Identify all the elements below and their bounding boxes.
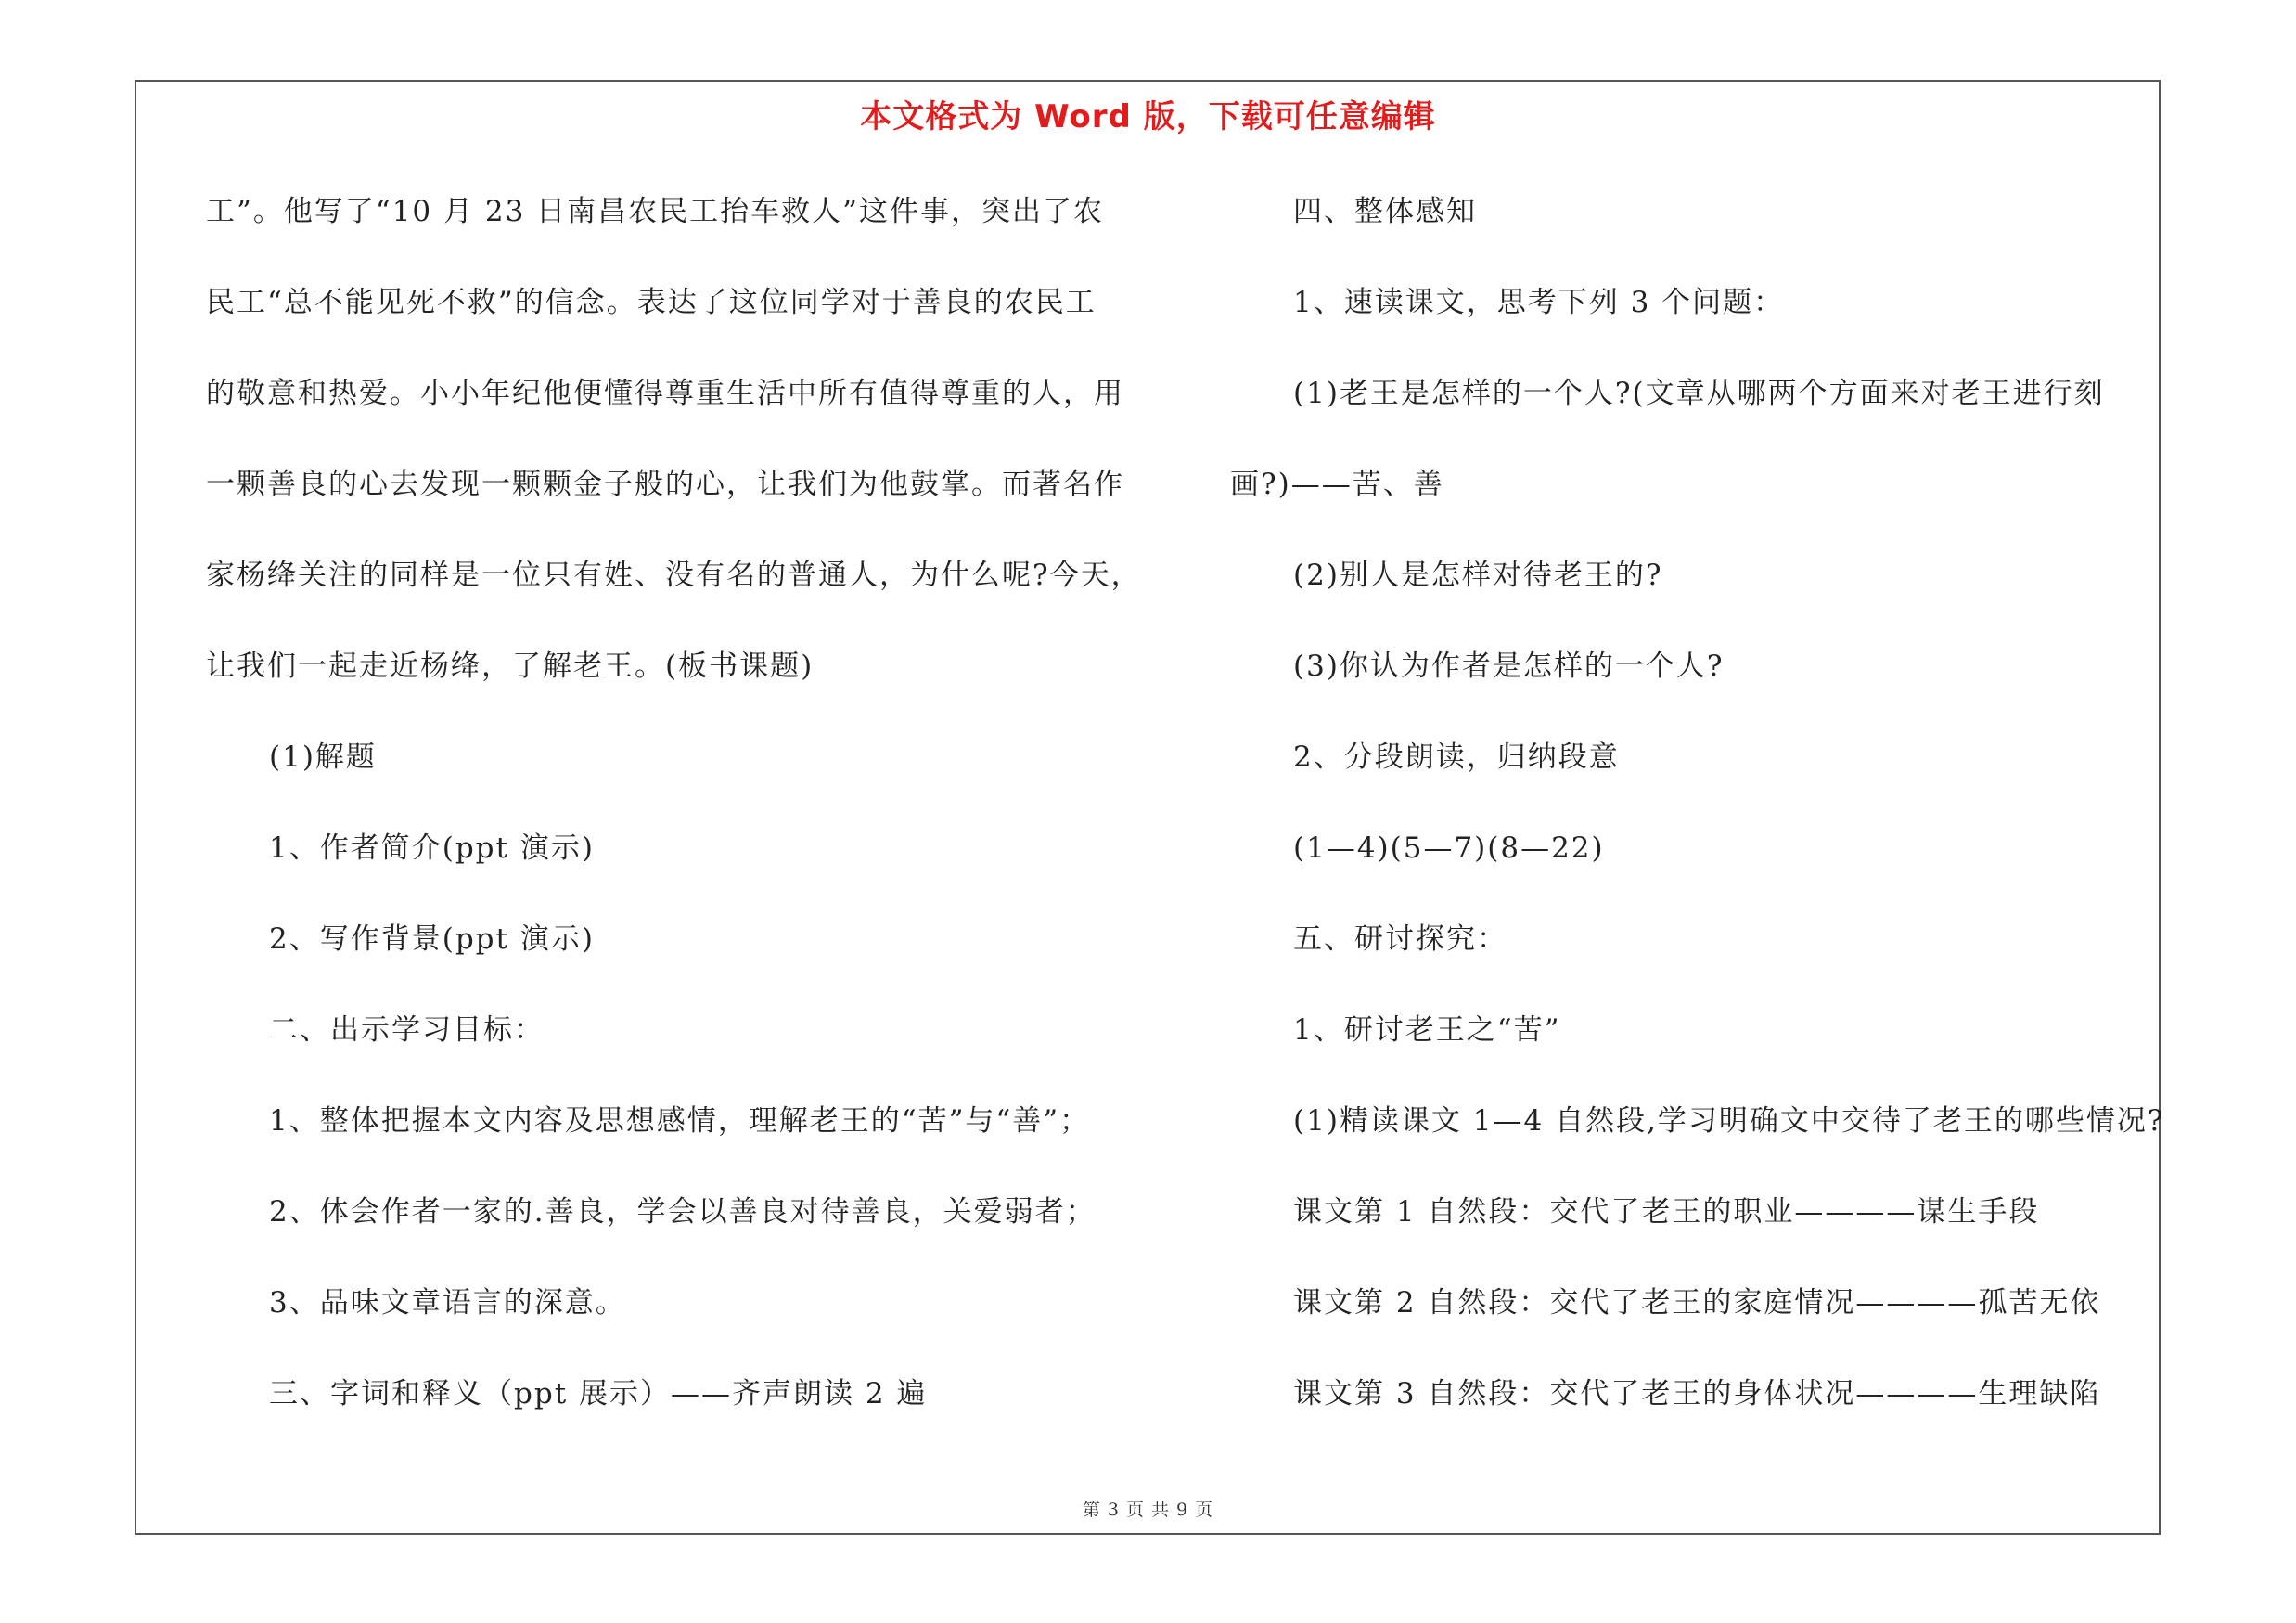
- paragraph-line: (1—4)(5—7)(8—22): [1293, 831, 1605, 865]
- paragraph-line: 课文第 1 自然段：交代了老王的职业————谋生手段: [1293, 1195, 2040, 1229]
- paragraph-line: 1、整体把握本文内容及思想感情，理解老王的“苦”与“善”；: [269, 1104, 1091, 1138]
- paragraph-line: 画?)——苦、善: [1230, 468, 1444, 501]
- paragraph-line: 1、速读课文，思考下列 3 个问题：: [1293, 286, 1785, 319]
- section-heading: 二、出示学习目标：: [269, 1013, 545, 1047]
- paragraph-line: 民工“总不能见死不救”的信念。表达了这位同学对于善良的农民工: [206, 286, 1097, 319]
- paragraph-line: (1)精读课文 1—4 自然段,学习明确文中交待了老王的哪些情况?: [1293, 1104, 2165, 1138]
- paragraph-line: 的敬意和热爱。小小年纪他便懂得尊重生活中所有值得尊重的人，用: [206, 377, 1124, 410]
- paragraph-line: 一颗善良的心去发现一颗颗金子般的心，让我们为他鼓掌。而著名作: [206, 468, 1124, 501]
- page-footer: 第 3 页 共 9 页: [1082, 1500, 1214, 1520]
- paragraph-line: 家杨绛关注的同样是一位只有姓、没有名的普通人，为什么呢?今天，: [206, 559, 1142, 592]
- section-heading: 三、字词和释义（ppt 展示）——齐声朗读 2 遍: [269, 1377, 928, 1410]
- paragraph-line: 课文第 2 自然段：交代了老王的家庭情况————孤苦无依: [1293, 1286, 2101, 1320]
- paragraph-line: (1)解题: [269, 741, 377, 774]
- paragraph-line: 让我们一起走近杨绛，了解老王。(板书课题): [206, 650, 815, 683]
- paragraph-line: 2、体会作者一家的.善良，学会以善良对待善良，关爱弱者；: [269, 1195, 1097, 1229]
- header-banner: 本文格式为 Word 版，下载可任意编辑: [860, 98, 1436, 135]
- paragraph-line: 工”。他写了“10 月 23 日南昌农民工抬车救人”这件事，突出了农: [206, 195, 1104, 228]
- section-heading: 四、整体感知: [1293, 195, 1477, 228]
- left-column: [206, 184, 1152, 1457]
- paragraph-line: 1、研讨老王之“苦”: [1293, 1013, 1561, 1047]
- paragraph-line: 2、写作背景(ppt 演示): [269, 922, 595, 956]
- paragraph-line: (3)你认为作者是怎样的一个人?: [1293, 650, 1725, 683]
- paragraph-line: 课文第 3 自然段：交代了老王的身体状况————生理缺陷: [1293, 1377, 2101, 1410]
- paragraph-line: (1)老王是怎样的一个人?(文章从哪两个方面来对老王进行刻: [1293, 377, 2105, 410]
- section-heading: 五、研讨探究：: [1293, 922, 1507, 956]
- paragraph-line: (2)别人是怎样对待老王的?: [1293, 559, 1663, 592]
- paragraph-line: 1、作者简介(ppt 演示): [269, 831, 595, 865]
- paragraph-line: 2、分段朗读，归纳段意: [1293, 741, 1620, 774]
- paragraph-line: 3、品味文章语言的深意。: [269, 1286, 626, 1320]
- right-column: [1230, 184, 2165, 1457]
